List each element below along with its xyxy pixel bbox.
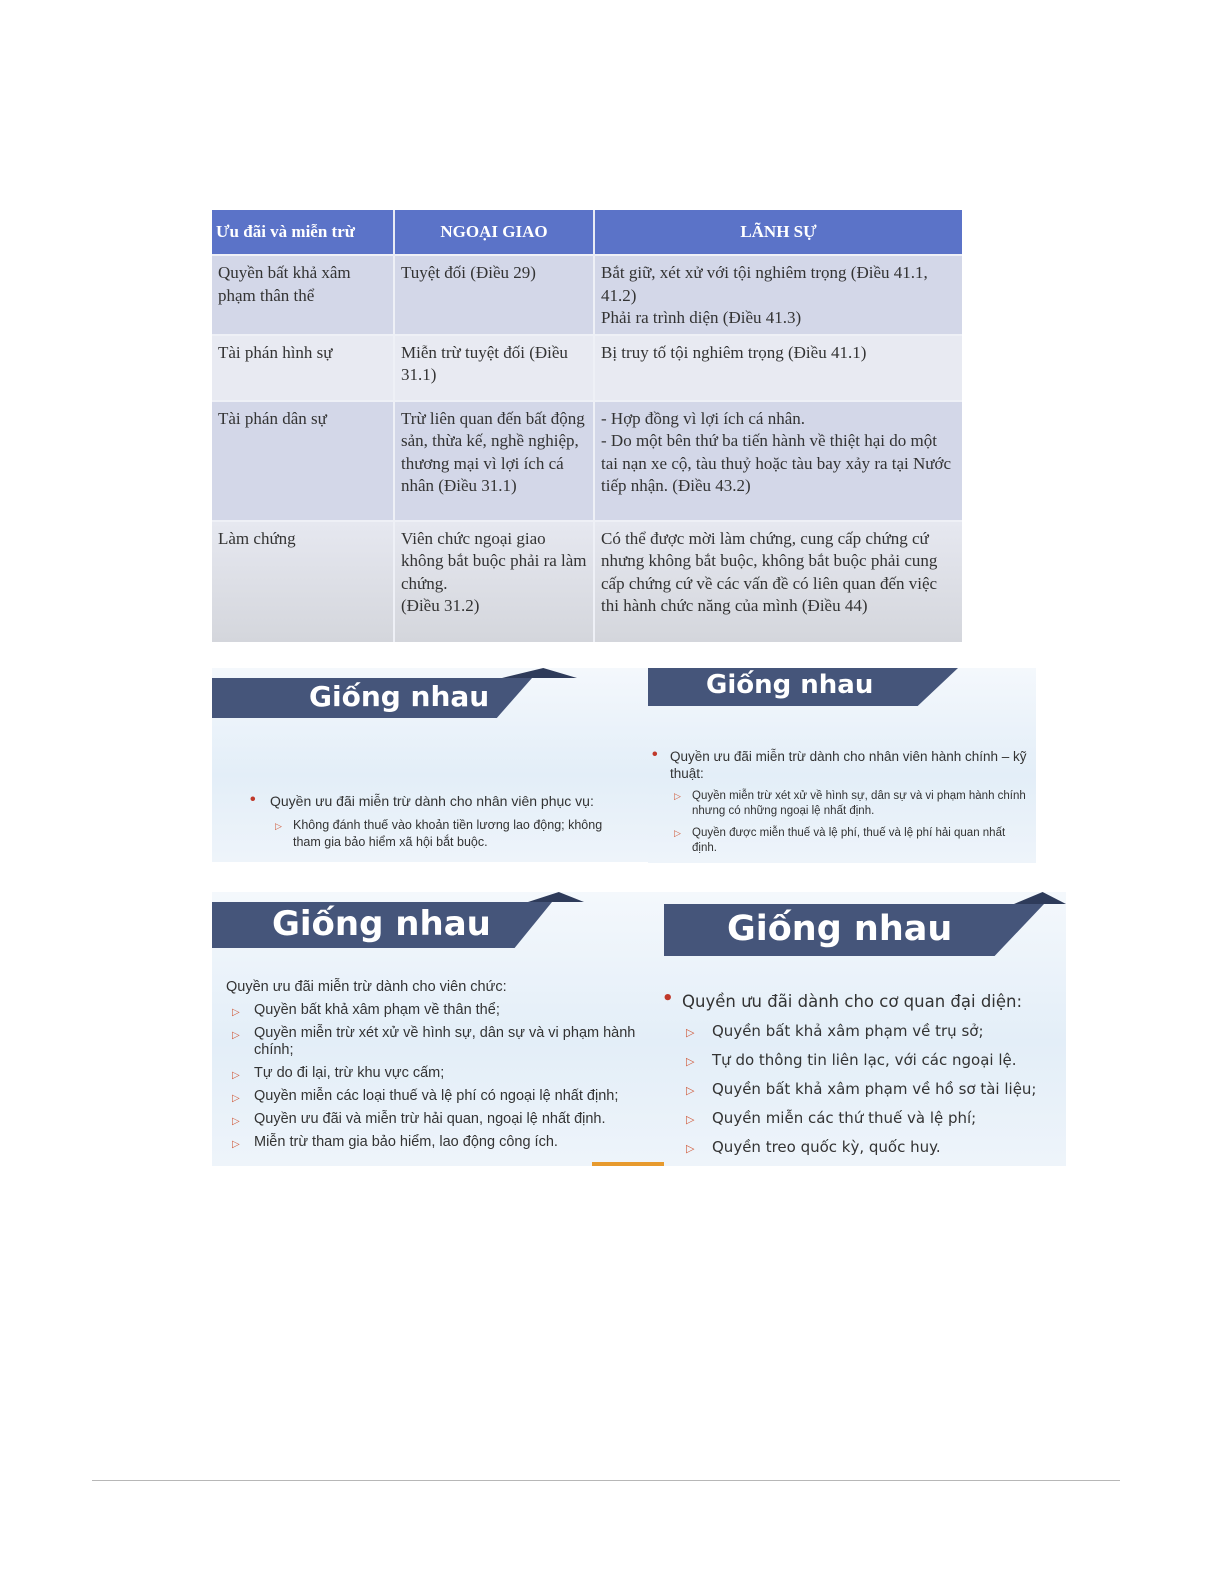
column-header: LÃNH SỰ (594, 210, 962, 255)
banner-accent (502, 668, 577, 678)
list-item: ▷ Quyền miễn các thứ thuế và lệ phí; (712, 1108, 1064, 1128)
list-item: ▷ Quyền bất khả xâm phạm về thân thể; (254, 1002, 656, 1019)
slide-body (250, 793, 630, 851)
sub-bullet-list (226, 1002, 656, 1151)
list-item: ▷ Quyền bất khả xâm phạm về hồ sơ tài liệu; (712, 1079, 1064, 1099)
cell-text: (Điều 31.2) (401, 596, 480, 615)
slide-title: Giống nhau (309, 680, 490, 713)
cell-text: Quyền bất khả xâm phạm thân thể (218, 263, 351, 305)
list-item: ▷ Không đánh thuế vào khoản tiền lương lao động; không tham gia bảo hiểm xã hội bắt buộc. (293, 817, 630, 851)
table-header-row (212, 210, 962, 255)
sub-bullet-list (250, 817, 630, 851)
table-cell (212, 521, 394, 643)
table-cell (394, 401, 594, 521)
table-row (212, 521, 962, 643)
table-cell (212, 255, 394, 335)
column-header: NGOẠI GIAO (394, 210, 594, 255)
main-bullet: • Quyền ưu đãi miễn trừ dành cho nhân viên phục vụ: (250, 793, 630, 810)
cell-text: - Hợp đồng vì lợi ích cá nhân. (601, 408, 805, 428)
cell-text: Làm chứng (218, 528, 296, 548)
slide-mission (664, 892, 1066, 1166)
comparison-table (212, 210, 962, 642)
table-cell (594, 401, 962, 521)
slide-body (226, 979, 656, 1157)
slide-title: Giống nhau (727, 909, 953, 949)
slide-staff-service (212, 668, 652, 862)
list-item: ▷ Quyền được miễn thuế và lệ phí, thuế và lệ phí hải quan nhất định. (692, 826, 1027, 856)
table-row (212, 335, 962, 401)
list-item: ▷ Quyền treo quốc kỳ, quốc huy. (712, 1137, 1064, 1157)
table-cell (594, 255, 962, 335)
list-item: ▷ Quyền miễn trừ xét xử về hình sự, dân sự và vi phạm hành chính; (254, 1025, 656, 1059)
list-item: ▷ Miễn trừ tham gia bảo hiểm, lao động công ích. (254, 1134, 656, 1151)
slide-officials (212, 892, 664, 1166)
sub-bullet-list (652, 789, 1027, 856)
cell-text: Miễn trừ tuyệt đối (Điều 31.1) (401, 342, 568, 384)
list-item: ▷ Quyền miễn trừ xét xử về hình sự, dân sự và vi phạm hành chính nhưng có những ngoại lệ nhất định. (692, 789, 1027, 819)
cell-text: - Do một bên thứ ba tiến hành về thiệt hại do một tai nạn xe cộ, tàu thuỷ hoặc tàu bay xảy ra tại Nước tiếp nhận. (Điều 43.2) (601, 431, 952, 495)
slide-admin-tech-staff (648, 668, 1036, 863)
list-item: ▷ Tự do thông tin liên lạc, với các ngoại lệ. (712, 1050, 1064, 1070)
banner-accent (1014, 892, 1066, 904)
cell-text: Có thể được mời làm chứng, cung cấp chứng cứ nhưng không bắt buộc, không bắt buộc phải cung cấp chứng cứ về các vấn đề có liên quan đến việc thi hành chức năng của mình (Điều 44) (601, 528, 938, 615)
slide-body (664, 992, 1064, 1166)
cell-text: Bị truy tố tội nghiêm trọng (Điều 41.1) (601, 342, 867, 362)
table-row (212, 401, 962, 521)
table-cell (212, 335, 394, 401)
list-item: ▷ Quyền bất khả xâm phạm về trụ sở; (712, 1021, 1064, 1041)
table-row (212, 255, 962, 335)
table-cell (394, 521, 594, 643)
sub-bullet-list (664, 1021, 1064, 1157)
cell-text: Tuyệt đối (Điều 29) (401, 263, 536, 282)
slide-body (652, 748, 1027, 863)
cell-text: Bắt giữ, xét xử với tội nghiêm trọng (Điều 41.1, 41.2) (601, 263, 928, 305)
table-cell (212, 401, 394, 521)
cell-text: Tài phán dân sự (218, 408, 327, 428)
list-item: ▷ Tự do đi lại, trừ khu vực cấm; (254, 1065, 656, 1082)
cell-text: Trừ liên quan đến bất động sản, thừa kế, nghề nghiệp, thương mại vì lợi ích cá nhân (Điều 31.1) (401, 408, 585, 495)
table-cell (594, 335, 962, 401)
table-cell (394, 255, 594, 335)
cell-text: Tài phán hình sự (218, 342, 333, 362)
main-bullet: • Quyền ưu đãi miễn trừ dành cho nhân viên hành chính – kỹ thuật: (652, 748, 1027, 782)
cell-text: Viên chức ngoại giao không bắt buộc phải ra làm chứng. (401, 528, 587, 593)
slide-title: Giống nhau (706, 670, 874, 700)
footer-divider (92, 1480, 1120, 1481)
main-bullet: • Quyền ưu đãi dành cho cơ quan đại diện: (664, 992, 1064, 1012)
slide-title: Giống nhau (272, 904, 491, 944)
main-text: Quyền ưu đãi miễn trừ dành cho viên chức: (226, 979, 507, 995)
banner-accent (528, 892, 584, 902)
list-item: ▷ Quyền ưu đãi và miễn trừ hải quan, ngoại lệ nhất định. (254, 1111, 656, 1128)
accent-bar (592, 1162, 664, 1166)
column-header: Ưu đãi và miễn trừ (212, 210, 394, 255)
list-item: ▷ Quyền miễn các loại thuế và lệ phí có ngoại lệ nhất định; (254, 1088, 656, 1105)
table-cell (394, 335, 594, 401)
table-cell (594, 521, 962, 643)
cell-text: Phải ra trình diện (Điều 41.3) (601, 308, 802, 327)
